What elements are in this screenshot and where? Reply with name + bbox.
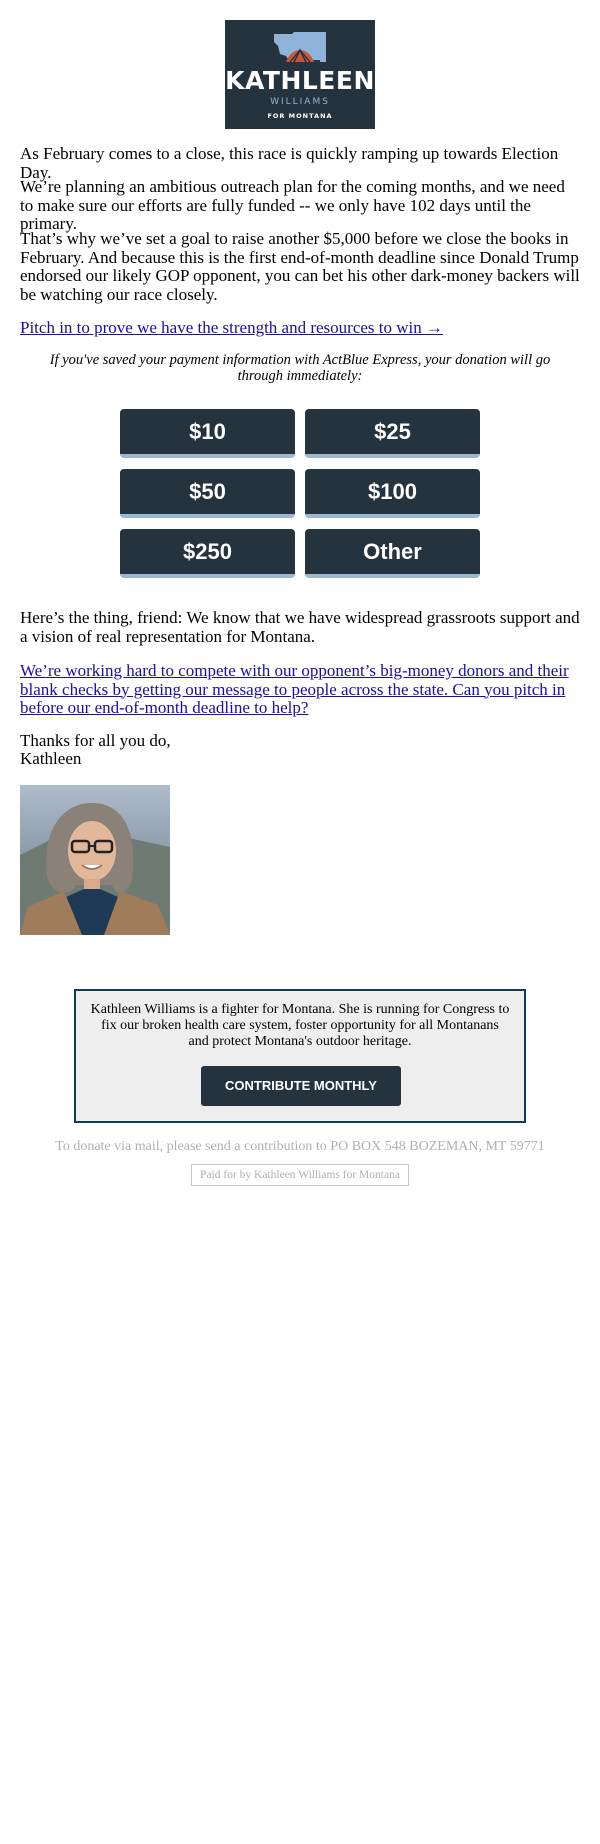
- grassroots-paragraph: Here’s the thing, friend: We know that we have widespread grassroots support and a vision of real representation for Montana.: [20, 608, 580, 646]
- signature-name: Kathleen: [20, 749, 82, 768]
- donate-250-button[interactable]: $250: [120, 529, 295, 578]
- footer-blurb: Kathleen Williams is a fighter for Montana. She is running for Congress to fix our broken health care system, foster opportunity for all Montanans and protect Montana's outdoor heritage.: [90, 1002, 510, 1049]
- goal-paragraph: That’s why we’ve set a goal to raise another $5,000 before we close the books in February. And because this is the first end-of-month deadline since Donald Trump endorsed our likely GOP opponent, you can bet his other dark-money backers will be watching our race closely.: [20, 229, 580, 304]
- logo-name: KATHLEEN: [225, 66, 375, 95]
- candidate-photo: [20, 785, 170, 935]
- mail-donation-text: To donate via mail, please send a contribution to PO BOX 548 BOZEMAN, MT 59771: [55, 1139, 545, 1154]
- actblue-express-note: If you've saved your payment information with ActBlue Express, your donation will go through immediately:: [49, 352, 551, 384]
- montana-map-icon: [272, 32, 328, 64]
- outreach-paragraph: We’re planning an ambitious outreach plan for the coming months, and we need to make sure our efforts are fully funded -- we only have 102 days until the primary.: [20, 177, 565, 233]
- donate-50-button[interactable]: $50: [120, 469, 295, 518]
- compete-link[interactable]: We’re working hard to compete with our opponent’s big-money donors and their blank checks by getting our message to people across the state. Can you pitch in before our end-of-month deadline to help?: [20, 661, 569, 717]
- campaign-logo: [225, 20, 375, 129]
- donate-25-button[interactable]: $25: [305, 409, 480, 458]
- donate-other-button[interactable]: Other: [305, 529, 480, 578]
- paid-for-disclaimer: Paid for by Kathleen Williams for Montana: [191, 1164, 409, 1186]
- logo-subtitle: WILLIAMS: [270, 97, 330, 107]
- contribute-monthly-button[interactable]: CONTRIBUTE MONTHLY: [201, 1066, 401, 1106]
- intro-paragraph: As February comes to a close, this race is quickly ramping up towards Election Day.: [20, 144, 559, 182]
- donate-10-button[interactable]: $10: [120, 409, 295, 458]
- logo-for-montana: FOR MONTANA: [267, 112, 333, 120]
- footer-box: [74, 989, 526, 1123]
- pitch-in-link[interactable]: Pitch in to prove we have the strength and resources to win →: [20, 318, 444, 337]
- donate-100-button[interactable]: $100: [305, 469, 480, 518]
- signoff-line: Thanks for all you do,: [20, 731, 171, 750]
